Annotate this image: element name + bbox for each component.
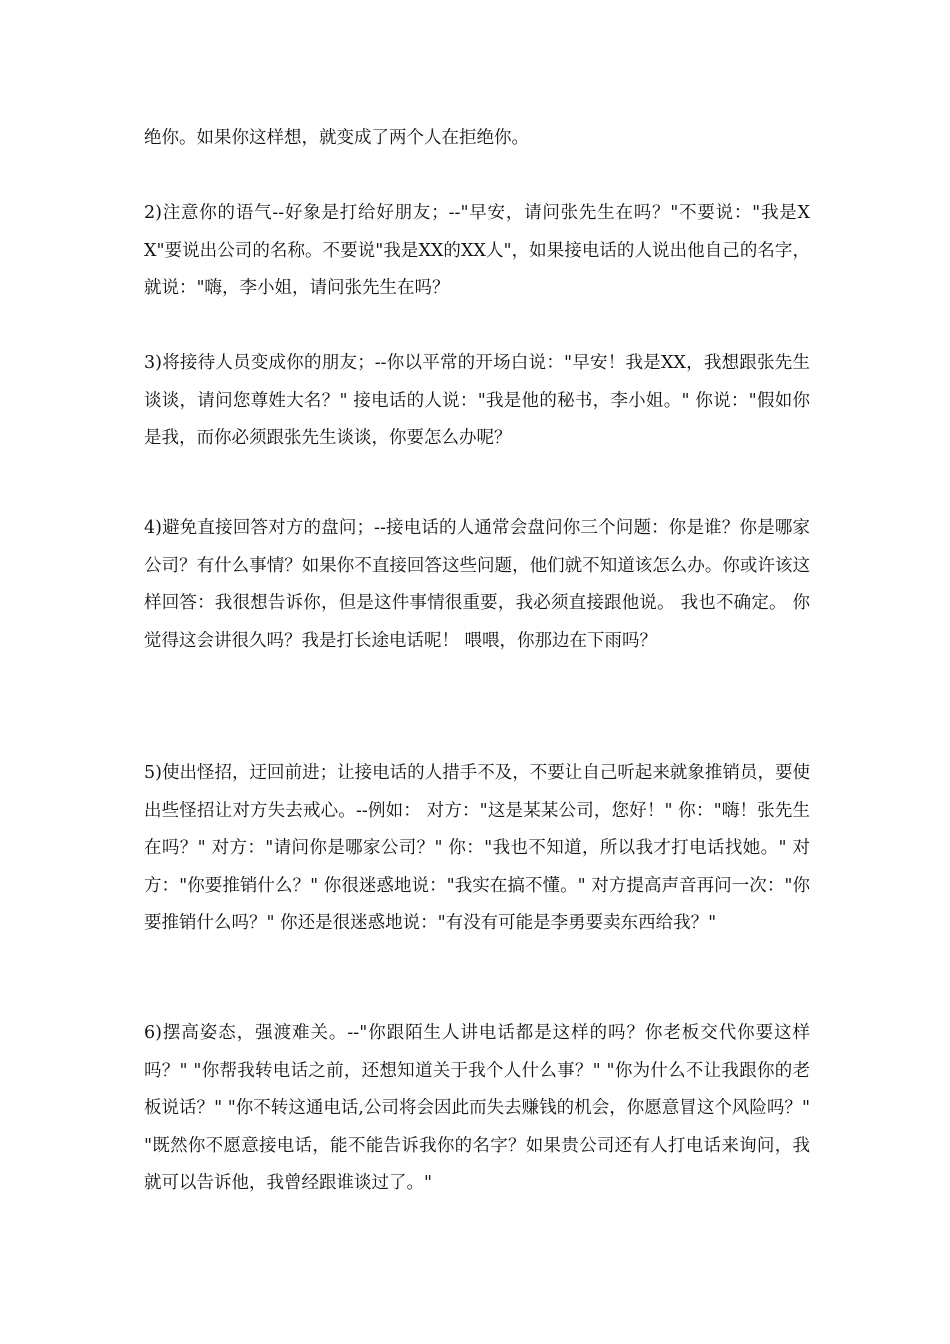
paragraph-tip-3: 3)将接待人员变成你的朋友；--你以平常的开场白说："早安！我是XX，我想跟张先生谈谈，请问您尊姓大名？" 接电话的人说："我是他的秘书，李小姐。" 你说："假如你是我，而你必须跟张先生谈谈，你要怎么办呢？ <box>144 353 810 448</box>
paragraph-tip-5: 5)使出怪招，迂回前进；让接电话的人措手不及，不要让自己听起来就象推销员，要使出些怪招让对方失去戒心。--例如： 对方："这是某某公司，您好！" 你："嗨！张先生在吗？" 对方："请问你是哪家公司？" 你："我也不知道，所以我才打电话找她。" 对方："你要推销什么？" 你很迷惑地说："我实在搞不懂。" 对方提高声音再问一次："你要推销什么吗？" 你还是很迷惑地说："有没有可能是李勇要卖东西给我？" <box>144 763 810 933</box>
paragraph-tip-6: 6)摆高姿态，强渡难关。--"你跟陌生人讲电话都是这样的吗？你老板交代你要这样吗？" "你帮我转电话之前，还想知道关于我个人什么事？" "你为什么不让我跟你的老板说话？" "你不转这通电话,公司将会因此而失去赚钱的机会，你愿意冒这个风险吗？" "既然你不愿意接电话，能不能告诉我你的名字？如果贵公司还有人打电话来询问，我就可以告诉他，我曾经跟谁谈过了。" <box>144 1023 810 1193</box>
paragraph-tip-4: 4)避免直接回答对方的盘问；--接电话的人通常会盘问你三个问题：你是谁？你是哪家公司？有什么事情？如果你不直接回答这些问题，他们就不知道该怎么办。你或许该这样回答：我很想告诉你，但是这件事情很重要，我必须直接跟他说。 我也不确定。 你觉得这会讲很久吗？我是打长途电话呢！ 喂喂，你那边在下雨吗？ <box>144 518 810 651</box>
paragraph-tip-2: 2)注意你的语气--好象是打给好朋友；--"早安，请问张先生在吗？"不要说："我是XX"要说出公司的名称。不要说"我是XX的XX人"，如果接电话的人说出他自己的名字，就说："嗨，李小姐，请问张先生在吗？ <box>144 203 810 298</box>
paragraph-continuation: 绝你。如果你这样想，就变成了两个人在拒绝你。 <box>144 128 529 148</box>
